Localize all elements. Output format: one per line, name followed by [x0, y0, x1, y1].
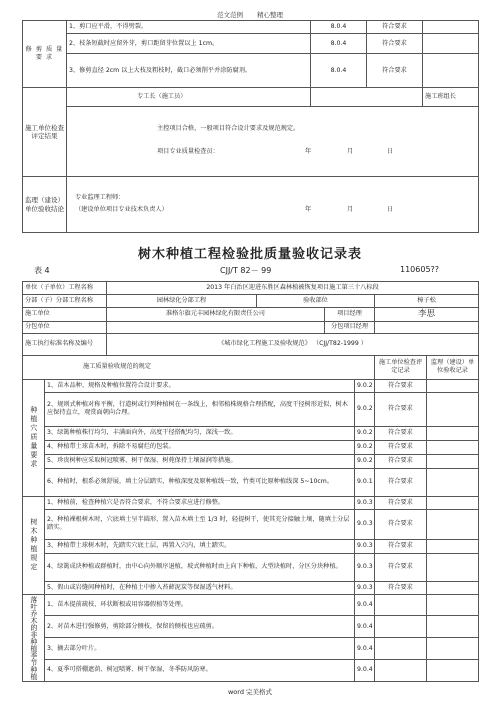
std-label: 施工执行标准名称及编号 [23, 333, 107, 355]
g1-row-3-text: 3、绿篱种植株行均匀，丰满面向外，高度干径搭配均匀，深浅一致。 [45, 426, 355, 440]
g1-row-4-result: 符合要求 [375, 440, 427, 454]
g1-row-4-text: 4、种植带土球苗木时，拆除不易腐烂的包装。 [45, 440, 355, 454]
group-3-label: 落叶乔木的非种植季节种植 [23, 594, 45, 681]
col-contractor: 施工单位检查评定记录 [375, 355, 427, 379]
g1-row-5-result: 符合要求 [375, 454, 427, 468]
eval-day: 日 [387, 148, 394, 156]
g2-row-3-result: 符合要求 [375, 539, 427, 553]
g1-row-6-code: 9.0.1 [355, 468, 375, 496]
pruning-row-2-result: 符合要求 [367, 34, 423, 54]
g2-row-1-result: 符合要求 [375, 496, 427, 509]
pruning-row-1-text: 1、剪口应平滑，不得劈裂。 [67, 21, 311, 34]
accept-day: 日 [387, 205, 394, 213]
subproject-name: 园林绿化分部工程 [107, 295, 257, 308]
pruning-row-2-code: 8.0.4 [311, 34, 367, 54]
g1-row-2-result: 符合要求 [375, 392, 427, 426]
g1-row-6-result: 符合要求 [375, 468, 427, 496]
eval-label: 施工单位检查评定结果 [23, 88, 67, 177]
g3-row-1-text: 1、苗木提前疏枝、环状断根或用容器假植等处理。 [45, 594, 355, 616]
g3-row-2-code: 9.0.4 [355, 616, 375, 638]
g1-row-2-code: 9.0.2 [355, 392, 375, 426]
subcontractor-label: 分包单位 [23, 321, 107, 333]
g2-row-2-code: 9.0.3 [355, 509, 375, 539]
g1-row-2-text: 2、规则式种植对称平衡，行道树或行列种植树在一条线上，相邻植株规格合理搭配，高度干径树形近似，树木应保持直立，观赏面朝向合理。 [45, 392, 355, 426]
header-right: 精心整理 [257, 11, 284, 19]
g1-row-3-code: 9.0.2 [355, 426, 375, 440]
g3-row-4-text: 4、夏季可搭棚遮荫、树冠喷雾、树干保湿，冬季防风防寒。 [45, 659, 355, 681]
g2-row-4-text: 4、绿篱成块种植或群植时，由中心向外顺序退植，坡式种植时由上向下种植，大型块植时，分区分块种植。 [45, 553, 355, 581]
pruning-row-3-code: 8.0.4 [311, 54, 367, 88]
contractor-label: 施工单位 [23, 308, 107, 322]
team-leader-label: 施工班组长 [423, 88, 479, 107]
planting-table [22, 281, 479, 682]
group-1-label: 种植穴质量要求 [23, 379, 45, 496]
g1-row-1-code: 9.0.2 [355, 379, 375, 392]
g2-row-5-text: 5、假山或岩缝间种植时，在种植土中掺入苔藓泥炭等保湿透气材料。 [45, 581, 355, 594]
eval-year: 年 [305, 148, 312, 156]
owner-rep-label: （建设单位项目专业技术负责人） [75, 205, 168, 213]
accept-label: 监理（建设）单位验收结论 [23, 177, 67, 233]
g1-row-6-text: 6、种植时，根系必须舒展，填土分层踏实，种植深度及原种植线一致，竹类可比原种植线深 5~10cm。 [45, 468, 355, 496]
serial-number: 110605?? [400, 265, 440, 274]
g2-row-5-code: 9.0.3 [355, 581, 375, 594]
pruning-row-2-text: 2、枝条短截时应留外芽，剪口距留芽位置以上 1cm。 [67, 34, 311, 54]
standard-code: CJJ/T 82－ 99 [220, 266, 272, 275]
std-value: 《城市绿化工程施工及验收规范》 （CJJ/T82-1999 ） [107, 333, 479, 355]
col-supervisor: 监理（建设）单位验收记录 [427, 355, 479, 379]
accept-block [67, 177, 479, 233]
g3-row-3-code: 9.0.4 [355, 638, 375, 660]
sub-pm-label: 分包项目经理 [325, 321, 375, 333]
accept-month: 月 [347, 205, 354, 213]
contractor-name: 准格尔旗元丰园林绿化有限责任公司 [107, 308, 325, 322]
table-number: 表 4 [34, 266, 50, 275]
col-spec: 施工质量验收规范的规定 [23, 355, 375, 379]
eval-block [67, 107, 479, 177]
accept-year: 年 [305, 205, 312, 213]
subproject-label: 分部（子）分部工程名称 [23, 295, 107, 308]
project-name: 2013 年白治区迎进东胜区森林植被恢复项目施工第三十八标段 [107, 282, 479, 295]
eval-month: 月 [347, 148, 354, 156]
g3-row-1-code: 9.0.4 [355, 594, 375, 616]
g2-row-2-result: 符合要求 [375, 509, 427, 539]
engineer-label: 专业监理工程师： [75, 193, 125, 201]
g2-row-4-result: 符合要求 [375, 553, 427, 581]
g3-row-4-code: 9.0.4 [355, 659, 375, 681]
pruning-row-1-code: 8.0.4 [311, 21, 367, 34]
g1-row-1-text: 1、苗木品种、规格及种植位置符合设计要求。 [45, 379, 355, 392]
pruning-row-3-result: 符合要求 [367, 54, 423, 88]
g1-row-5-text: 5、珍贵树种应采取树冠喷雾、树干保湿、树蔸保持土壤湿润等措施。 [45, 454, 355, 468]
g1-row-3-result: 符合要求 [375, 426, 427, 440]
form-title: 树木种植工程检验批质量验收记录表 [137, 247, 362, 262]
g1-row-5-code: 9.0.2 [355, 454, 375, 468]
pruning-section-label: 修 剪 质 量 要 求 [23, 21, 67, 88]
pruning-table [22, 20, 479, 233]
eval-text: 主控项目合格，一般项目符合设计要求及规范规定。 [157, 124, 300, 132]
part-label: 验收部位 [257, 295, 375, 308]
g3-row-3-text: 3、摘去部分叶片。 [45, 638, 355, 660]
pruning-row-3-text: 3、修剪直径 2cm 以上大枝及粗枝时，截口必须削平并涂防腐剂。 [67, 54, 311, 88]
part-value: 樟子松 [375, 295, 479, 308]
g2-row-5-result: 符合要求 [375, 581, 427, 594]
header-left: 范文范例 [216, 11, 243, 19]
pruning-row-1-result: 符合要求 [367, 21, 423, 34]
g2-row-4-code: 9.0.3 [355, 553, 375, 581]
group-2-label: 树木种植规定 [23, 496, 45, 594]
g2-row-3-code: 9.0.3 [355, 539, 375, 553]
pm-name: 李思 [375, 308, 479, 322]
pm-label: 项目经理 [325, 308, 375, 322]
g2-row-2-text: 2、种植裸根树木时，穴底填土呈半圆形，置入苗木填土至 1/3 时，轻提树干，使其充分接触土壤，随填土分层踏实。 [45, 509, 355, 539]
page-header [0, 10, 500, 19]
g1-row-1-result: 符合要求 [375, 379, 427, 392]
g2-row-3-text: 3、种植带土球树木时，先踏实穴底土层，再置入穴内，填土踏实。 [45, 539, 355, 553]
g3-row-2-text: 2、对苗木进行强修剪，剪除部分侧枝，保留的侧枝也应疏剪。 [45, 616, 355, 638]
inspector-label: 项目专业质量检查员： [157, 148, 219, 156]
g1-row-4-code: 9.0.2 [355, 440, 375, 454]
page-footer: word 完美格式 [227, 688, 273, 696]
g2-row-1-code: 9.0.3 [355, 496, 375, 509]
form-meta [22, 265, 478, 277]
foreman-label: 专工长（施工员） [67, 88, 311, 107]
project-label: 单位（子单位）工程名称 [23, 282, 107, 295]
g2-row-1-text: 1、种植前，检查种植穴是否符合要求，不符合要求应进行修整。 [45, 496, 355, 509]
